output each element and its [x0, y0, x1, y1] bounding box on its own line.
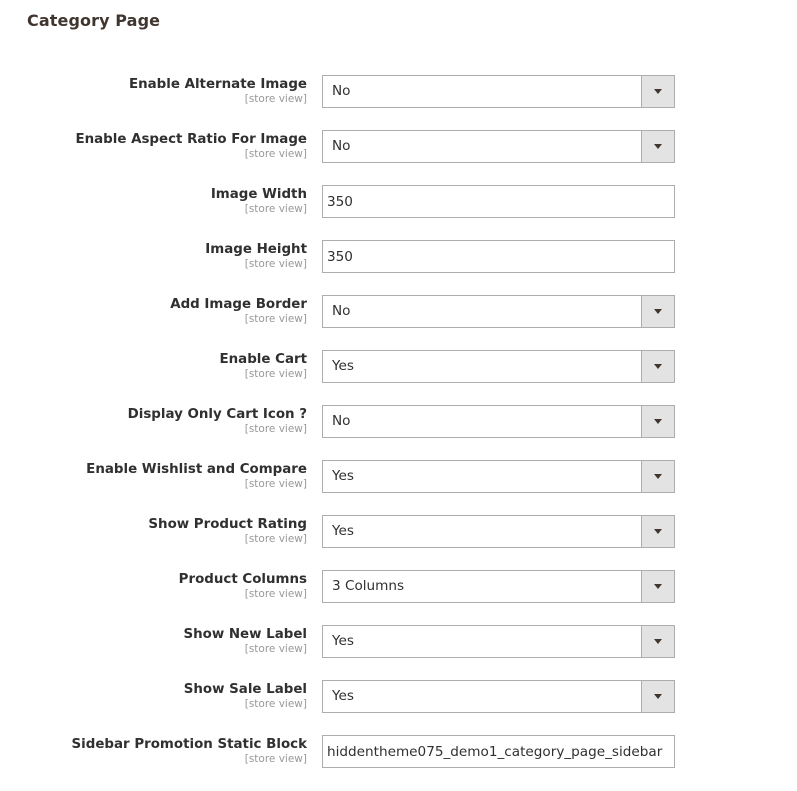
scope-label: [store view]	[244, 148, 307, 160]
select-value: Yes	[332, 633, 354, 649]
field-row-display-only-cart-icon	[0, 405, 797, 460]
chevron-down-icon	[654, 474, 662, 479]
dropdown-button[interactable]	[641, 626, 674, 657]
field-row-enable-wishlist-compare	[0, 460, 797, 515]
select-value: Yes	[332, 358, 354, 374]
field-label: Product Columns	[178, 572, 307, 587]
dropdown-button[interactable]	[641, 296, 674, 327]
dropdown-button[interactable]	[641, 461, 674, 492]
show-new-label-select[interactable]	[322, 625, 675, 658]
field-label-group	[7, 570, 307, 600]
field-label-group	[7, 460, 307, 490]
dropdown-button[interactable]	[641, 516, 674, 547]
select-value: Yes	[332, 688, 354, 704]
field-row-add-image-border	[0, 295, 797, 350]
enable-cart-select[interactable]	[322, 350, 675, 383]
select-value: No	[332, 303, 351, 319]
field-label: Image Height	[205, 242, 307, 257]
display-only-cart-icon-select[interactable]	[322, 405, 675, 438]
sidebar-promotion-field-wrapper	[322, 735, 675, 768]
dropdown-button[interactable]	[641, 351, 674, 382]
config-form	[0, 75, 797, 790]
chevron-down-icon	[654, 419, 662, 424]
add-image-border-select[interactable]	[322, 295, 675, 328]
field-label-group	[7, 295, 307, 325]
field-label: Show New Label	[183, 627, 307, 642]
select-value: No	[332, 83, 351, 99]
select-value: Yes	[332, 523, 354, 539]
show-sale-label-select[interactable]	[322, 680, 675, 713]
scope-label: [store view]	[244, 203, 307, 215]
dropdown-button[interactable]	[641, 76, 674, 107]
section-title: Category Page	[27, 11, 161, 30]
dropdown-button[interactable]	[641, 571, 674, 602]
field-label-group	[7, 625, 307, 655]
product-columns-select[interactable]	[322, 570, 675, 603]
select-value: Yes	[332, 468, 354, 484]
enable-aspect-ratio-select[interactable]	[322, 130, 675, 163]
scope-label: [store view]	[244, 258, 307, 270]
field-row-show-product-rating	[0, 515, 797, 570]
scope-label: [store view]	[244, 423, 307, 435]
field-label: Enable Cart	[219, 352, 307, 367]
image-width-field-wrapper	[322, 185, 675, 218]
select-value: No	[332, 413, 351, 429]
field-label: Show Product Rating	[148, 517, 307, 532]
field-label-group	[7, 405, 307, 435]
field-label: Add Image Border	[170, 297, 307, 312]
chevron-down-icon	[654, 309, 662, 314]
scope-label: [store view]	[244, 313, 307, 325]
sidebar-promotion-static-block-input[interactable]	[323, 736, 674, 767]
field-row-enable-aspect-ratio	[0, 130, 797, 185]
field-row-enable-alternate-image	[0, 75, 797, 130]
field-row-product-columns	[0, 570, 797, 625]
field-label: Image Width	[210, 187, 307, 202]
field-label-group	[7, 130, 307, 160]
scope-label: [store view]	[244, 93, 307, 105]
chevron-down-icon	[654, 584, 662, 589]
image-height-field-wrapper	[322, 240, 675, 273]
chevron-down-icon	[654, 89, 662, 94]
scope-label: [store view]	[244, 588, 307, 600]
scope-label: [store view]	[244, 478, 307, 490]
field-label: Display Only Cart Icon ?	[127, 407, 307, 422]
enable-wishlist-compare-select[interactable]	[322, 460, 675, 493]
dropdown-button[interactable]	[641, 406, 674, 437]
enable-alternate-image-select[interactable]	[322, 75, 675, 108]
select-value: 3 Columns	[332, 578, 405, 594]
chevron-down-icon	[654, 144, 662, 149]
field-label: Show Sale Label	[183, 682, 307, 697]
field-label: Enable Aspect Ratio For Image	[75, 132, 307, 147]
field-label-group	[7, 515, 307, 545]
dropdown-button[interactable]	[641, 131, 674, 162]
field-label-group	[7, 735, 307, 765]
field-row-enable-cart	[0, 350, 797, 405]
field-label-group	[7, 75, 307, 105]
field-row-show-new-label	[0, 625, 797, 680]
chevron-down-icon	[654, 364, 662, 369]
field-label-group	[7, 240, 307, 270]
select-value: No	[332, 138, 351, 154]
field-row-show-sale-label	[0, 680, 797, 735]
chevron-down-icon	[654, 639, 662, 644]
scope-label: [store view]	[244, 643, 307, 655]
scope-label: [store view]	[244, 368, 307, 380]
field-label: Enable Wishlist and Compare	[86, 462, 307, 477]
scope-label: [store view]	[244, 698, 307, 710]
field-label: Sidebar Promotion Static Block	[71, 737, 307, 752]
dropdown-button[interactable]	[641, 681, 674, 712]
chevron-down-icon	[654, 694, 662, 699]
field-row-image-height	[0, 240, 797, 295]
field-label-group	[7, 185, 307, 215]
scope-label: [store view]	[244, 533, 307, 545]
field-label-group	[7, 680, 307, 710]
image-height-input[interactable]	[323, 241, 674, 272]
field-label-group	[7, 350, 307, 380]
field-row-sidebar-promotion-static-block	[0, 735, 797, 790]
field-row-image-width	[0, 185, 797, 240]
scope-label: [store view]	[244, 753, 307, 765]
image-width-input[interactable]	[323, 186, 674, 217]
field-label: Enable Alternate Image	[128, 77, 307, 92]
chevron-down-icon	[654, 529, 662, 534]
show-product-rating-select[interactable]	[322, 515, 675, 548]
